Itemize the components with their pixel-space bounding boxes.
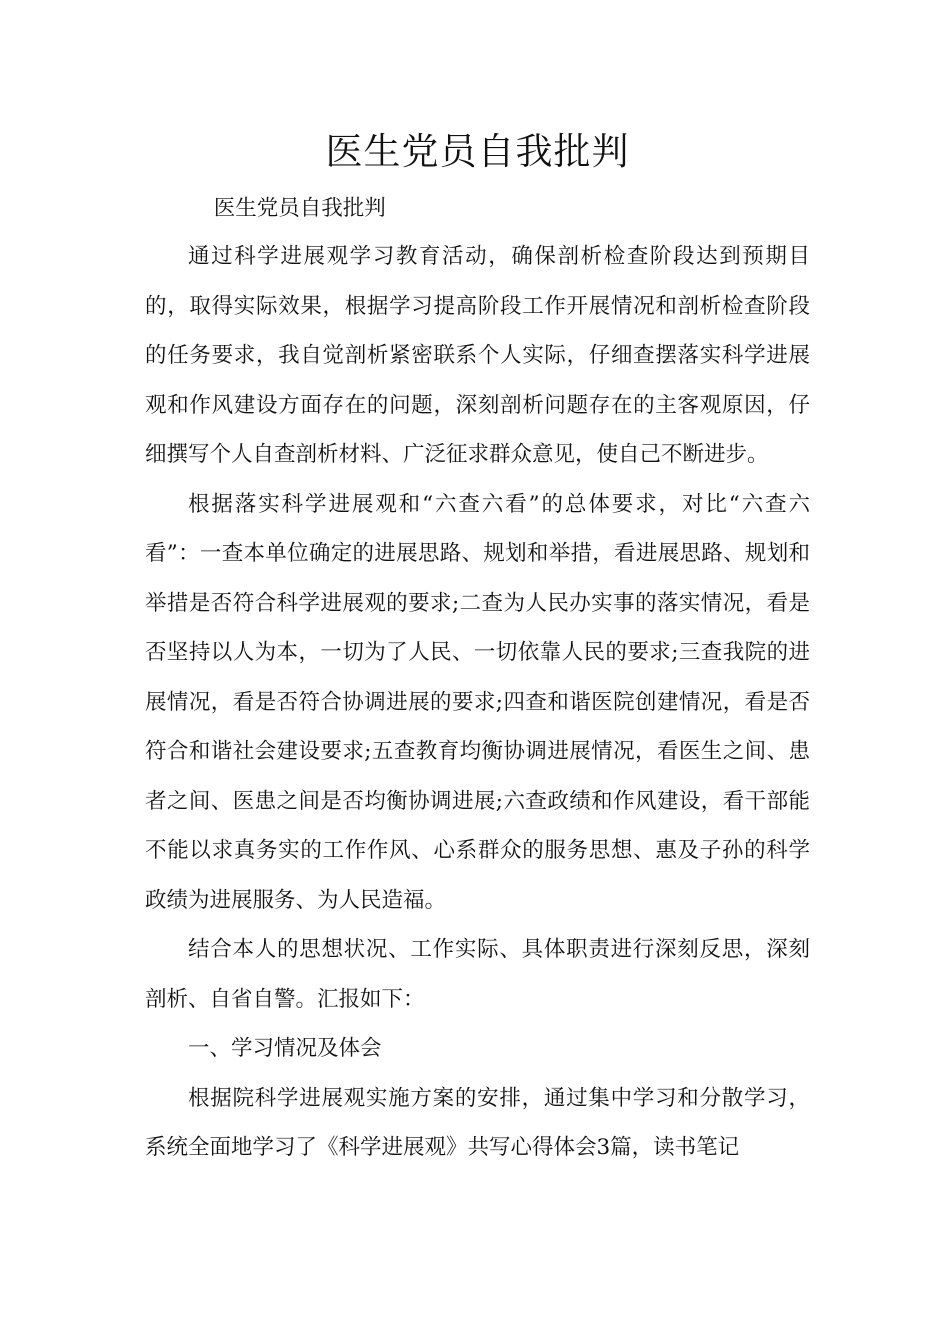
six-checks-paragraph: 根据落实科学进展观和“六查六看”的总体要求，对比“六查六看”：一查本单位确定的进展思路、规划和举措，看进展思路、规划和举措是否符合科学进展观的要求;二查为人民办实事的落实情况，看是否坚持以人为本，一切为了人民、一切依靠人民的要求;三查我院的进展情况，看是否符合协调进展的要求;四查和谐医院创建情况，看是否符合和谐社会建设要求;五查教育均衡协调进展情况，看医生之间、患者之间、医患之间是否均衡协调进展;六查政绩和作风建设，看干部能不能以求真务实的工作作风、心系群众的服务思想、惠及子孙的科学政绩为进展服务、为人民造福。 xyxy=(145,491,810,913)
intro-paragraph: 通过科学进展观学习教育活动，确保剖析检查阶段达到预期目的，取得实际效果，根据学习提高阶段工作开展情况和剖析检查阶段的任务要求，我自觉剖析紧密联系个人实际，仔细查摆落实科学进展观和作风建设方面存在的问题，深刻剖析问题存在的主客观原因，仔细撰写个人自查剖析材料、广泛征求群众意见，使自己不断进步。 xyxy=(145,244,810,467)
document-body xyxy=(145,124,810,1173)
reflection-paragraph: 结合本人的思想状况、工作实际、具体职责进行深刻反思，深刻剖析、自省自警。汇报如下： xyxy=(145,937,810,1012)
study-paragraph: 根据院科学进展观实施方案的安排，通过集中学习和分散学习，系统全面地学习了《科学进展观》共写心得体会3篇，读书笔记 xyxy=(145,1085,810,1160)
subtitle-paragraph: 医生党员自我批判 xyxy=(213,196,386,221)
document-title: 医生党员自我批判 xyxy=(325,130,630,173)
section-heading-study: 一、学习情况及体会 xyxy=(188,1036,382,1061)
